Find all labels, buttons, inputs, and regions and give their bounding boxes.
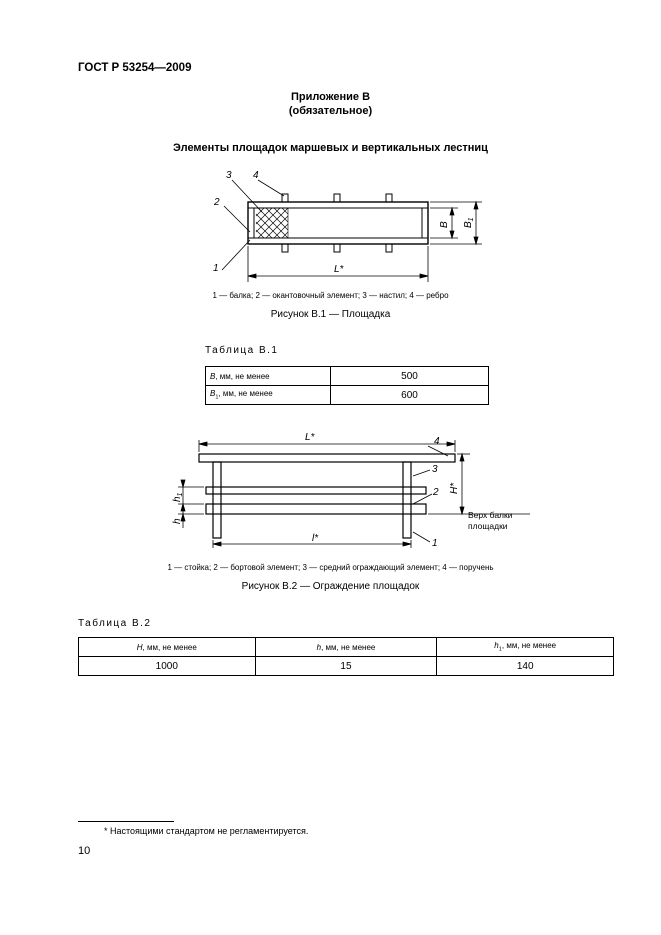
- footnote-separator: [78, 821, 174, 822]
- post-right: [403, 462, 411, 538]
- figure-platform: [0, 160, 661, 325]
- table2: [78, 637, 614, 676]
- leader-1: [413, 532, 430, 542]
- label-l: l*: [312, 533, 319, 544]
- label-1: 1: [432, 538, 438, 549]
- page-number: 10: [78, 845, 91, 857]
- appendix-status: (обязательное): [288, 105, 373, 117]
- section-heading: Элементы площадок маршевых и вертикальных лестниц: [173, 142, 488, 154]
- table-cell-value: 1000: [79, 657, 256, 676]
- rib: [334, 244, 340, 252]
- label-L: L*: [305, 432, 315, 443]
- label-3: 3: [226, 170, 232, 181]
- table-cell-param: $B_1$, мм, не менее: [206, 386, 331, 405]
- table-cell-param: B, мм, не менее: [206, 367, 331, 386]
- table-cell-value: 600: [331, 386, 489, 405]
- figure1-legend: 1 — балка; 2 — окантовочный элемент; 3 — настил; 4 — ребро: [212, 291, 449, 300]
- label-4: 4: [434, 436, 440, 447]
- table2-title: Таблица В.2: [78, 618, 152, 629]
- leader-4: [258, 180, 284, 196]
- label-4: 4: [253, 170, 259, 181]
- rib: [386, 244, 392, 252]
- appendix-block: [0, 90, 661, 118]
- table-header-row: [79, 638, 614, 657]
- toe-board: [206, 504, 426, 514]
- label-H: H*: [449, 482, 460, 494]
- post-left: [213, 462, 221, 538]
- label-2: 2: [433, 487, 439, 498]
- table-row: [206, 386, 489, 405]
- leader-3: [232, 180, 262, 212]
- footnote: * Настоящими стандартом не регламентируется.: [104, 826, 309, 836]
- table-header-cell: $h_1$, мм, не менее: [437, 638, 614, 657]
- label-h1: $h_1$: [172, 492, 184, 502]
- table-row: [79, 657, 614, 676]
- beam-top-label-1: Верх балки: [468, 510, 513, 520]
- table-cell-value: 500: [331, 367, 489, 386]
- label-B: B: [439, 221, 450, 228]
- label-L: L*: [334, 264, 344, 275]
- leader-3: [413, 470, 430, 476]
- leader-1: [222, 240, 250, 270]
- middle-rail: [206, 487, 426, 494]
- table1: [205, 366, 489, 405]
- figure2-legend: 1 — стойка; 2 — бортовой элемент; 3 — средний ограждающий элемент; 4 — поручень: [167, 563, 494, 572]
- handrail: [199, 454, 455, 462]
- label-B1: $B_1$: [463, 217, 475, 228]
- leader-2: [413, 494, 432, 504]
- beam-top-label-2: площадки: [468, 521, 508, 531]
- appendix-title: Приложение В: [290, 91, 371, 103]
- label-2: 2: [214, 197, 220, 208]
- figure-railing: [0, 420, 661, 560]
- leader-2: [224, 206, 250, 232]
- table-row: [206, 367, 489, 386]
- rib: [386, 194, 392, 202]
- label-h: h: [172, 518, 183, 524]
- label-3: 3: [432, 464, 438, 475]
- label-1: 1: [213, 263, 219, 274]
- table-header-cell: H, мм, не менее: [79, 638, 256, 657]
- table-header-cell: h, мм, не менее: [255, 638, 437, 657]
- document-header: ГОСТ Р 53254—2009: [78, 62, 192, 74]
- table1-title: Таблица В.1: [205, 345, 279, 356]
- table-cell-value: 140: [437, 657, 614, 676]
- rib: [282, 244, 288, 252]
- rib: [334, 194, 340, 202]
- decking-hatch: [256, 208, 288, 238]
- figure1-caption: Рисунок В.1 — Площадка: [270, 309, 391, 320]
- table-cell-value: 15: [255, 657, 437, 676]
- figure2-caption: Рисунок В.2 — Ограждение площадок: [241, 581, 420, 592]
